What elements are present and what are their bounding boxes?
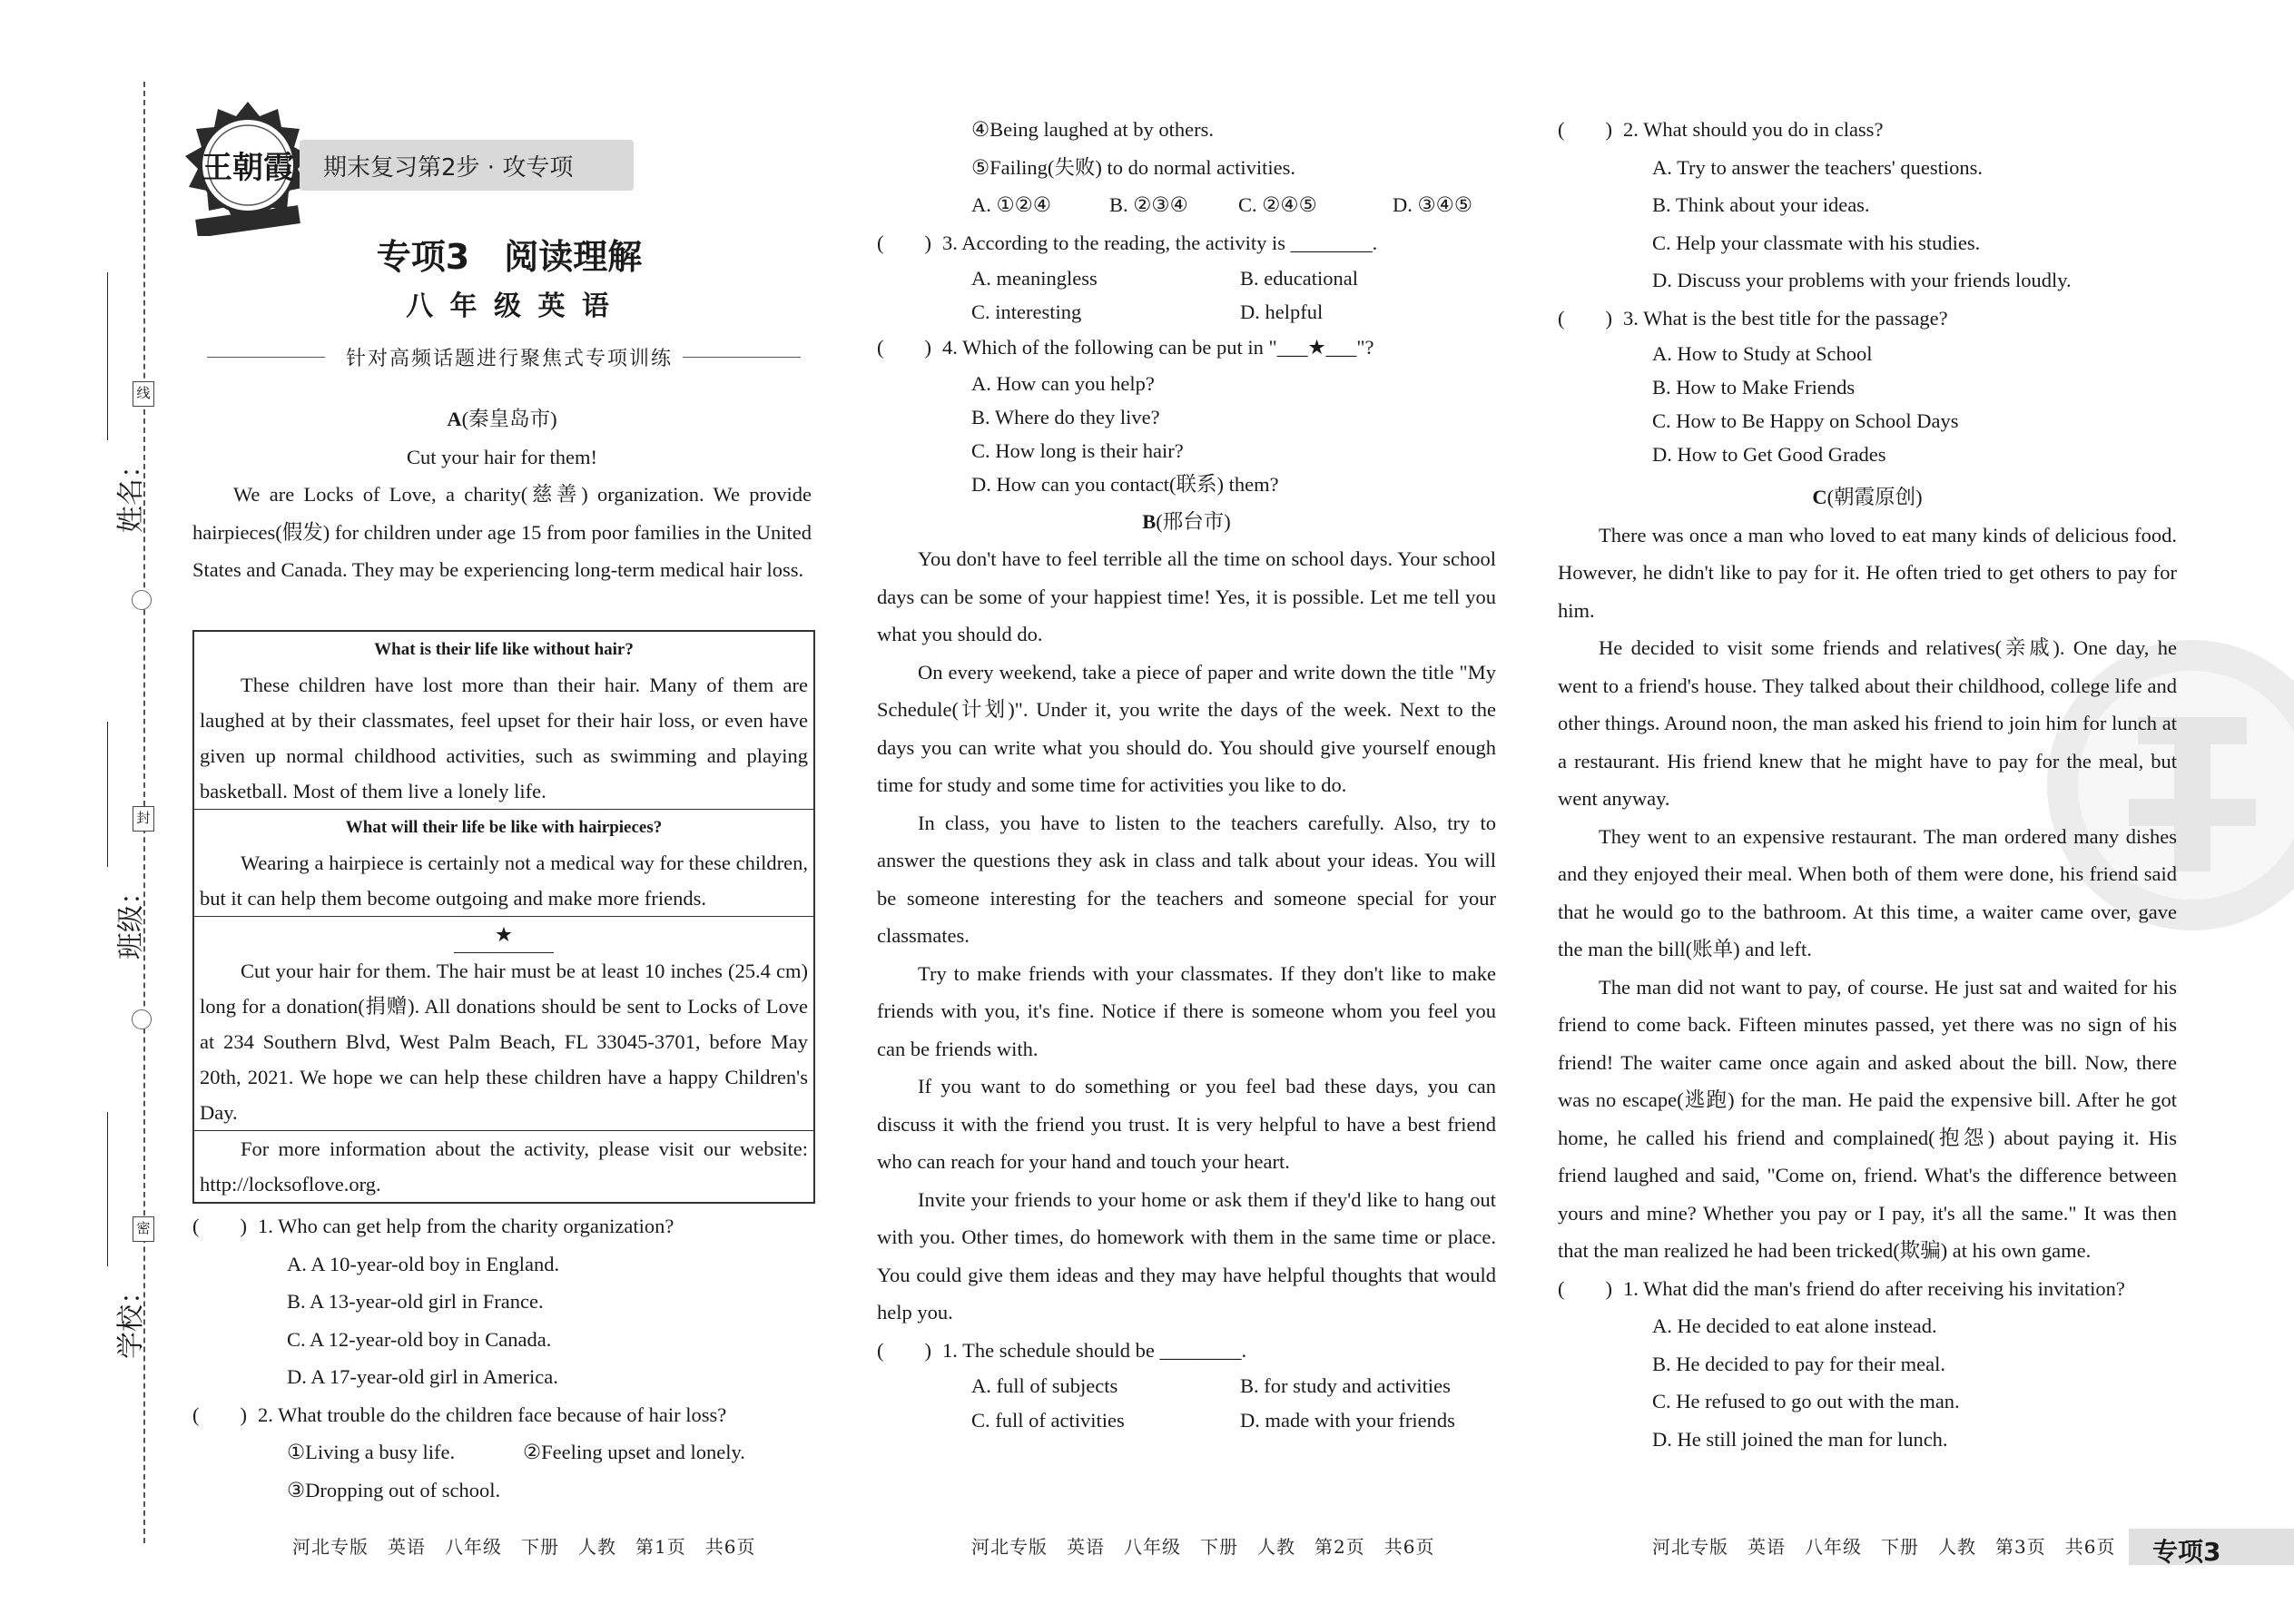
passage-b-paragraph: Try to make friends with your classmates. If they don't like to make friends with you, it's fine. Notice if there is someone whom you feel you can be friends with. xyxy=(877,961,1496,1060)
option: C. How long is their hair? xyxy=(971,438,1184,462)
option: C. He refused to go out with the man. xyxy=(1652,1390,1960,1412)
passage-b-paragraph: You don't have to feel terrible all the time on school days. Your school days can be some of your happiest time! Yes, it is possible. Let me tell you what you should do. xyxy=(877,547,1496,645)
info-section-text: Cut your hair for them. The hair must be at least 10 inches (25.4 cm) long for a donation(捐赠). All donations should be sent to Locks of Love at 234 Southern Blvd, West Palm Beach, FL 33045-3701, before May 20th, 2021. We hope we can help these children have a happy Children's Day. xyxy=(200,960,808,1124)
brand-logo-seal xyxy=(180,100,316,236)
passage-c-paragraph: He decided to visit some friends and relatives(亲戚). One day, he went to a friend's house. They talked about their childhood, college life and other things. Around noon, the man asked his friend to join him for lunch at a restaurant. His friend knew that he might have to pay for the meal, but went anyway. xyxy=(1558,636,2177,810)
option: D. A 17-year-old girl in America. xyxy=(287,1365,558,1388)
option: B. How to Make Friends xyxy=(1652,376,1856,399)
option: D. He still joined the man for lunch. xyxy=(1652,1427,1948,1451)
page-footer-3: 河北专版 英语 八年级 下册 人教 第3页 共6页 xyxy=(1652,1536,2116,1558)
option: C. full of activities xyxy=(971,1409,1125,1432)
page-footer-2: 河北专版 英语 八年级 下册 人教 第2页 共6页 xyxy=(971,1536,1435,1558)
passage-c-source: (朝霞原创) xyxy=(1826,486,1923,508)
question-text: 4. Which of the following can be put in "___★___"? xyxy=(942,336,1374,359)
question-a1 xyxy=(192,1207,812,1245)
option: C. How to Be Happy on School Days xyxy=(1652,409,1959,432)
option: B. educational xyxy=(1240,267,1358,290)
option: A. He decided to eat alone instead. xyxy=(1652,1314,1937,1337)
svg-text:王朝霞: 王朝霞 xyxy=(202,150,294,186)
option-list xyxy=(1558,337,2177,471)
question-text: 3. According to the reading, the activity is ________. xyxy=(942,231,1378,254)
option: C. interesting xyxy=(971,300,1082,323)
option: B. A 13-year-old girl in France. xyxy=(287,1290,544,1313)
section-corner-tab xyxy=(2129,1529,2294,1565)
question-text: 1. What did the man's friend do after receiving his invitation? xyxy=(1623,1276,2125,1300)
option: C. ②④⑤ xyxy=(1238,193,1317,216)
numbered-item: ⑤Failing(失败) to do normal activities. xyxy=(971,155,1295,179)
option: B. Where do they live? xyxy=(971,405,1160,428)
tagline: 针对高频话题进行聚焦式专项训练 xyxy=(345,348,673,370)
option: B. He decided to pay for their meal. xyxy=(1652,1352,1946,1375)
passage-a-source: (秦皇岛市) xyxy=(461,408,557,430)
passage-b-paragraph: If you want to do something or you feel bad these days, you can discuss it with the friend you trust. It is very helpful to have a best friend who can reach for your hand and touch your heart. xyxy=(877,1075,1496,1173)
binding-box-feng: 封 xyxy=(133,806,154,832)
question-text: 1. Who can get help from the charity organization? xyxy=(258,1215,674,1237)
option-row xyxy=(877,186,1496,224)
option: D. ③④⑤ xyxy=(1393,193,1473,216)
question-a4 xyxy=(877,329,1496,367)
question-c1 xyxy=(1558,1270,2177,1308)
binding-box-xian: 线 xyxy=(133,381,154,407)
info-section-heading: What will their life be like with hairpieces? xyxy=(345,818,663,837)
info-table xyxy=(192,630,815,1204)
option: A. ①②④ xyxy=(971,193,1052,216)
answer-parentheses: ( ) xyxy=(1558,306,1612,330)
info-section-4 xyxy=(194,1131,813,1202)
class-fill-line xyxy=(107,722,108,867)
info-section-2 xyxy=(194,810,813,917)
option: B. for study and activities xyxy=(1240,1374,1451,1397)
column-1-questions xyxy=(192,1207,812,1509)
numbered-item: ①Living a busy life. xyxy=(287,1441,456,1463)
passage-b-paragraph: Invite your friends to your home or ask them if they'd like to hang out with you. Other times, do homework with them in the same time or place. You could give them ideas and they may have helpful thoughts that would help you. xyxy=(877,1187,1496,1324)
numbered-item: ②Feeling upset and lonely. xyxy=(523,1441,745,1463)
answer-parentheses: ( ) xyxy=(192,1215,247,1237)
option: D. made with your friends xyxy=(1240,1409,1455,1432)
star-blank: ★ xyxy=(454,917,554,953)
option: A. How to Study at School xyxy=(1652,342,1873,365)
question-a2 xyxy=(192,1396,812,1434)
numbered-item: ④Being laughed at by others. xyxy=(971,118,1214,141)
question-b3 xyxy=(1558,300,2177,338)
answer-parentheses: ( ) xyxy=(877,231,931,254)
info-section-3 xyxy=(194,917,813,1131)
binding-hole xyxy=(132,1009,152,1029)
option: D. Discuss your problems with your friends loudly. xyxy=(1652,269,2072,291)
column-3 xyxy=(1558,111,2177,1458)
info-section-heading-blank xyxy=(200,917,808,953)
info-section-text: For more information about the activity, please visit our website: http://locksoflove.org. xyxy=(200,1137,808,1196)
passage-b-paragraph: On every weekend, take a piece of paper and write down the title "My Schedule(计划)". Under it, you write the days of the week. Next to the days you can write what you should do. You should give yourself enough time for study and some time for activities you like to do. xyxy=(877,660,1496,796)
question-a3 xyxy=(877,224,1496,262)
option: A. A 10-year-old boy in England. xyxy=(287,1252,560,1275)
option-list xyxy=(877,367,1496,501)
passage-b-paragraph: In class, you have to listen to the teachers carefully. Also, try to answer the questions they ask in class and talk about your ideas. You will be someone interesting for the teachers and someone special for your classmates. xyxy=(877,811,1496,947)
binding-box-mi: 密 xyxy=(133,1216,154,1242)
answer-parentheses: ( ) xyxy=(1558,118,1612,141)
option-grid xyxy=(877,261,1496,329)
tagline-rule-right xyxy=(683,357,801,358)
numbered-items xyxy=(192,1433,812,1471)
column-1 xyxy=(192,400,812,589)
column-2 xyxy=(877,111,1496,1438)
page-footer-1: 河北专版 英语 八年级 下册 人教 第1页 共6页 xyxy=(292,1536,756,1558)
binding-hole xyxy=(132,590,152,610)
question-text: 2. What should you do in class? xyxy=(1623,118,1884,141)
passage-a-heading: A xyxy=(447,408,462,430)
question-b2 xyxy=(1558,111,2177,149)
option: C. Help your classmate with his studies. xyxy=(1652,231,1981,254)
question-text: 1. The schedule should be ________. xyxy=(942,1338,1247,1362)
passage-c-paragraph: They went to an expensive restaurant. The man ordered many dishes and they enjoyed their meal. When both of them were done, his friend said that he would go to the bathroom. At this time, a waiter came over, gave the man the bill(账单) and left. xyxy=(1558,824,2177,960)
option: A. How can you help? xyxy=(971,371,1155,395)
class-label: 班级： xyxy=(115,878,147,960)
passage-b-source: (邢台市) xyxy=(1156,509,1231,533)
answer-parentheses: ( ) xyxy=(192,1403,247,1426)
name-fill-line xyxy=(107,272,108,440)
option: D. How can you contact(联系) them? xyxy=(971,472,1279,496)
option: A. full of subjects xyxy=(971,1374,1118,1397)
option: D. How to Get Good Grades xyxy=(1652,443,1886,466)
passage-c-paragraph: There was once a man who loved to eat many kinds of delicious food. However, he didn't like to pay for it. He often tried to get others to pay for him. xyxy=(1558,523,2177,622)
answer-parentheses: ( ) xyxy=(1558,1276,1612,1300)
passage-b-heading: B xyxy=(1142,509,1157,533)
section-banner xyxy=(300,140,634,191)
name-label: 姓名： xyxy=(115,451,147,533)
numbered-item: ③Dropping out of school. xyxy=(287,1478,501,1501)
passage-a-intro: We are Locks of Love, a charity(慈善) organization. We provide hairpieces(假发) for children under age 15 from poor families in the United States and Canada. They may be experiencing long-term medical hair loss. xyxy=(192,483,812,581)
option: B. ②③④ xyxy=(1109,193,1188,216)
school-label: 学校： xyxy=(115,1277,147,1359)
info-section-1 xyxy=(194,632,813,810)
option: B. Think about your ideas. xyxy=(1652,193,1870,216)
passage-a-title: Cut your hair for them! xyxy=(407,445,597,468)
question-b1 xyxy=(877,1332,1496,1370)
page-subtitle: 八 年 级 英 语 xyxy=(406,290,613,322)
answer-parentheses: ( ) xyxy=(877,1338,931,1362)
passage-c-paragraph: The man did not want to pay, of course. He just sat and waited for his friend to come back. Fifteen minutes passed, yet there was no sign of his friend! The waiter came once again and asked about the bill. Now, there was no escape(逃跑) for the man. He paid the expensive bill. After he got home, he called his friend and complained(抱怨) about paying it. His friend laughed and said, "Come on, friend. What's the difference between yours and mine? Whether you pay or I pay, it's all the same." It was then that the man realized he had been tricked(欺骗) at his own game. xyxy=(1558,975,2177,1262)
page-title: 专项3 阅读理解 xyxy=(376,237,643,277)
passage-c-heading: C xyxy=(1812,486,1827,508)
option: A. meaningless xyxy=(971,267,1098,290)
option: D. helpful xyxy=(1240,300,1324,323)
corner-tab-label: 专项3 xyxy=(2152,1537,2221,1567)
option: C. A 12-year-old boy in Canada. xyxy=(287,1327,552,1351)
banner-text: 期末复习第2步 · 攻专项 xyxy=(323,154,574,182)
answer-parentheses: ( ) xyxy=(877,336,931,359)
option: A. Try to answer the teachers' questions. xyxy=(1652,155,1983,179)
option-grid xyxy=(877,1369,1496,1438)
info-section-text: Wearing a hairpiece is certainly not a medical way for these children, but it can help them become outgoing and make more friends. xyxy=(200,851,808,910)
info-section-text: These children have lost more than their hair. Many of them are laughed at by their classmates, feel upset for their hair loss, or even have given up normal childhood activities, such as swimming and playing basketball. Most of them live a lonely life. xyxy=(200,674,808,802)
question-text: 2. What trouble do the children face because of hair loss? xyxy=(258,1403,727,1426)
question-text: 3. What is the best title for the passage? xyxy=(1623,306,1948,330)
info-section-heading: What is their life like without hair? xyxy=(374,640,634,659)
school-fill-line xyxy=(107,1112,108,1266)
